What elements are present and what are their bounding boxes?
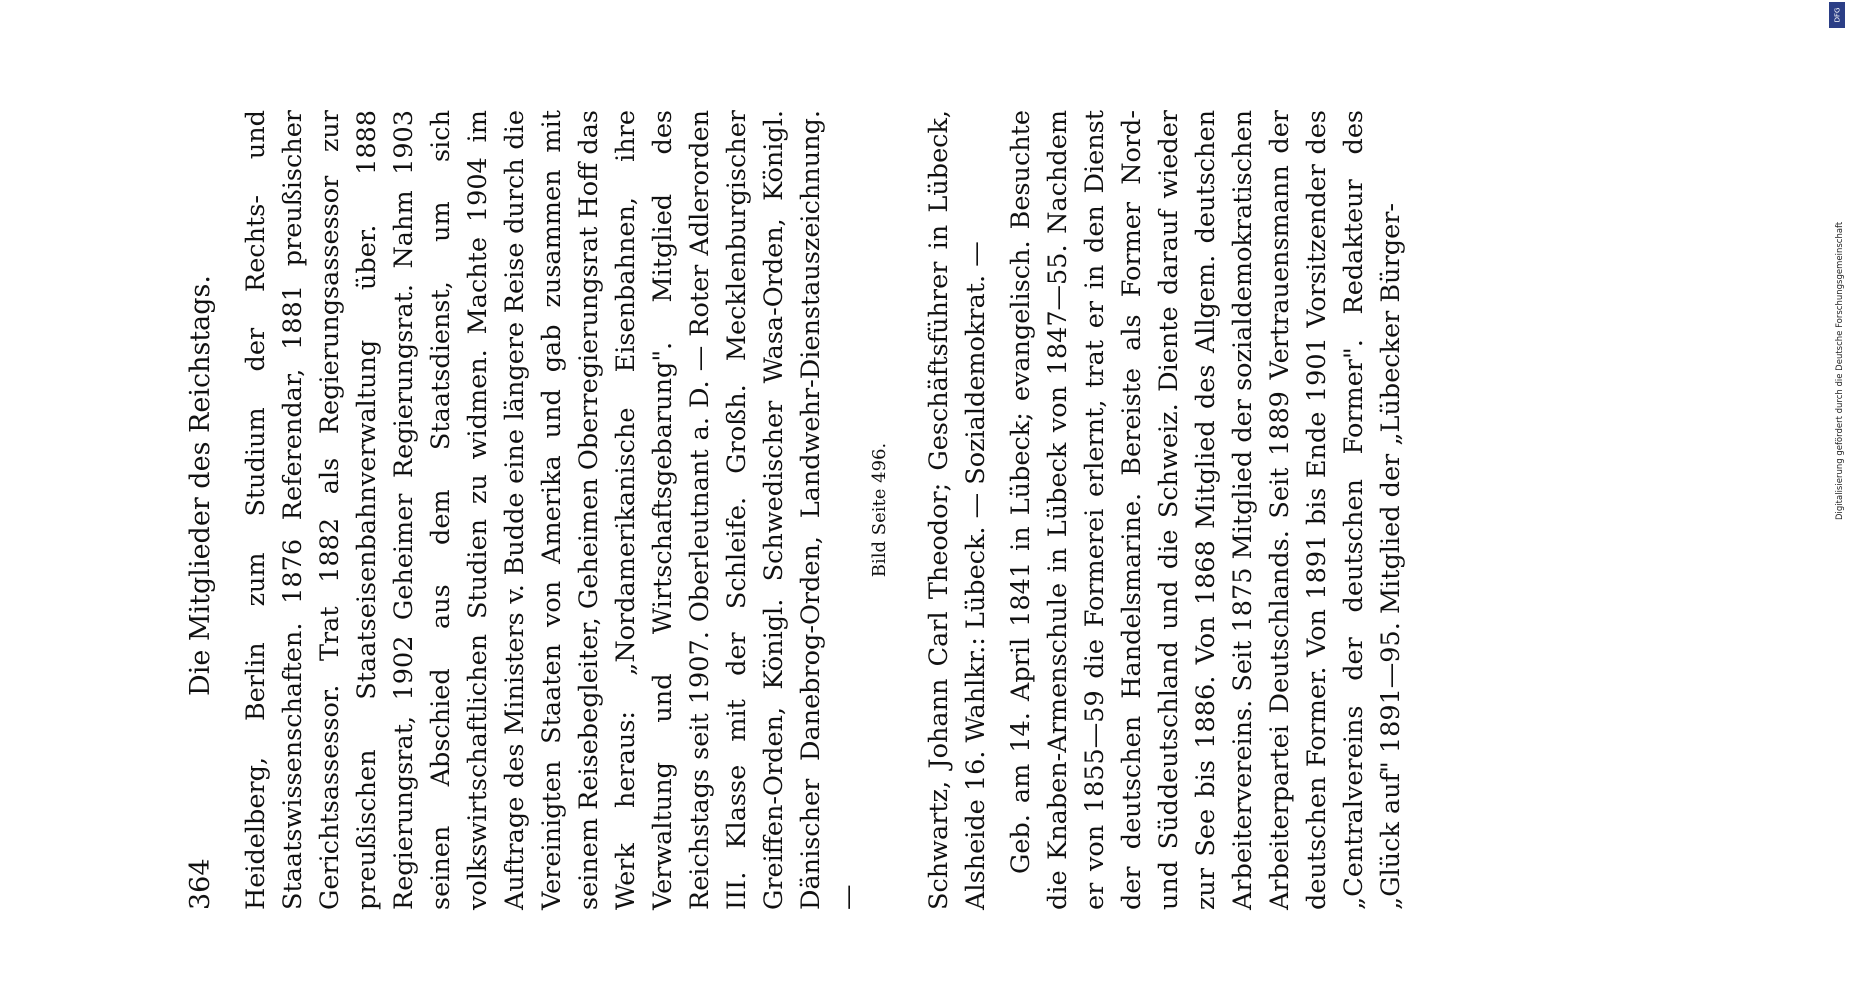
page-content [170, 20, 1406, 1000]
digitization-credit: Digitalisierung gefördert durch die Deutsche Forschungsgemeinschaft [1835, 221, 1845, 520]
running-head [184, 110, 218, 910]
entry-body: Geb. am 14. April 1841 in Lübeck; evangelisch. Besuchte die Knaben-Armenschule in Lübeck von 1847—55. Nachdem er von 1855—59 die Formerei erlernt, trat er in den Dienst der deutschen Handelsmarine. Bereiste als Former Nord- und Süddeutschland und die Schweiz. Diente darauf wieder zur See bis 1886. Von 1868 Mitglied des Allgem. deutschen Arbeitervereins. Seit 1875 Mitglied der sozialdemokratischen Arbeiterpartei Deutschlands. Seit 1889 Vertrauensmann der deutschen Former. Von 1891 bis Ende 1901 Vorsitzender des „Centralvereins der deutschen Former". Redakteur des „Glück auf" 1891—95. Mitglied der „Lübecker Bürger- [1006, 110, 1406, 910]
entry-continuation: Heidelberg, Berlin zum Studium der Rechts- und Staatswissenschaften. 1876 Referendar, 1881 preußischer Gerichtsassessor. Trat 1882 als Regierungsassessor zur preußischen Staatseisenbahnverwaltung über. 1888 Regierungsrat, 1902 Geheimer Regierungsrat. Nahm 1903 seinen Abschied aus dem Staatsdienst, um sich volkswirtschaftlichen Studien zu widmen. Machte 1904 im Auftrage des Ministers v. Budde eine längere Reise durch die Vereinigten Staaten von Amerika und gab zusammen mit seinem Reisebegleiter, Geheimen Oberregierungsrat Hoff das Werk heraus: „Nordamerikanische Eisenbahnen, ihre Verwaltung und Wirtschaftsgebarung". Mitglied des Reichstags seit 1907. Oberleutnant a. D. — Roter Adlerorden III. Klasse mit der Schleife. Großh. Mecklenburgischer Greiffen-Orden, Königl. Schwedischer Wasa-Orden, Königl. Dänischer Danebrog-Orden, Landwehr-Dienstauszeichnung. — [241, 110, 863, 910]
entry-header: Schwartz, Johann Carl Theodor; Geschäftsführer in Lübeck, Alsheide 16. Wahlkr.: Lübeck. — Sozialdemokrat. — [924, 110, 991, 910]
rotated-page [170, 0, 1406, 1000]
dfg-logo [1829, 2, 1845, 28]
page-number: 364 [185, 858, 216, 910]
dfg-logo-text: DFG [1833, 7, 1841, 23]
digitization-credit-strip [1824, 0, 1848, 560]
running-title: Die Mitglieder des Reichstags. [185, 275, 216, 696]
image-reference-caption: Bild Seite 496. [869, 442, 890, 578]
entry-spacer [995, 110, 1003, 910]
